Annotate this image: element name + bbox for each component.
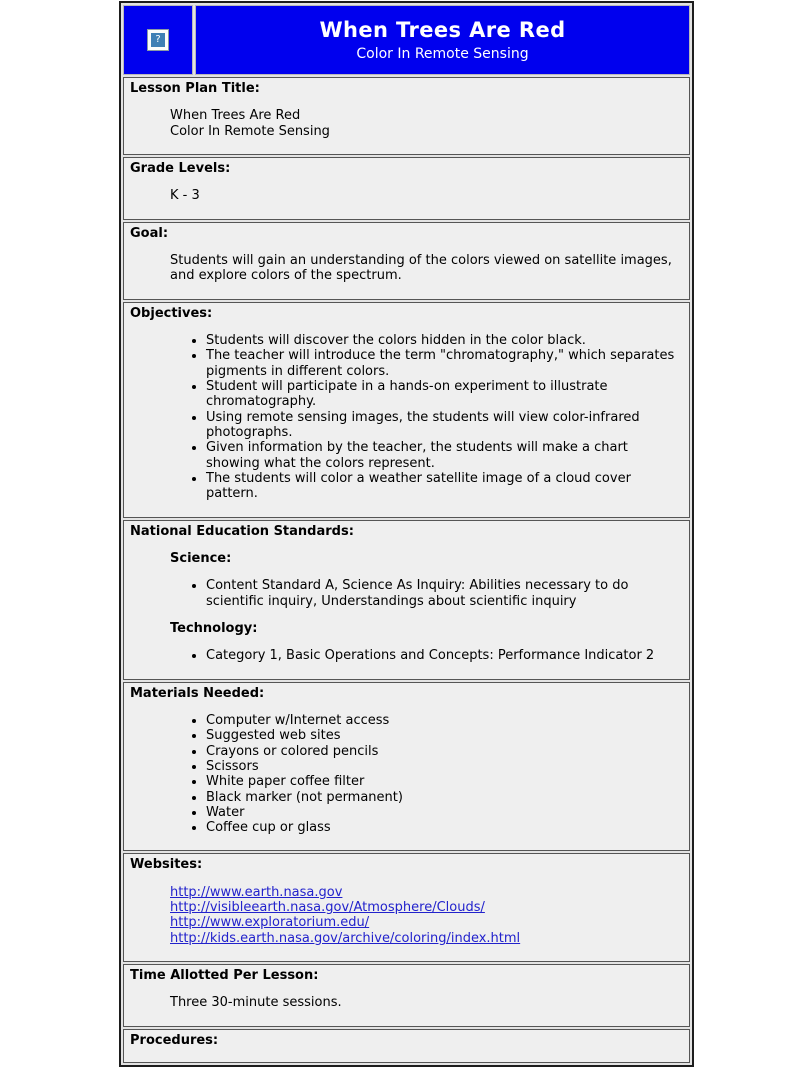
list-item: • Students will discover the colors hidden in the color black. [206,333,675,348]
list-item: • Using remote sensing images, the students will view color-infrared photographs. [206,410,675,441]
text-line: K - 3 [170,188,200,204]
section-body [170,995,675,1010]
subsection-heading: Science: [170,550,232,566]
list-item: • Suggested web sites [206,728,675,743]
list-item: • Computer w/Internet access [206,713,675,728]
bullet-list [170,648,675,663]
section-lesson-plan-title [123,77,690,155]
section-heading: Grade Levels: [130,160,231,176]
section-heading: Materials Needed: [130,685,265,701]
subsection-heading: Technology: [170,620,258,636]
section-grade-levels [123,157,690,220]
section-heading: Websites: [130,857,203,873]
list-item: • Water [206,805,675,820]
section-heading: Time Allotted Per Lesson: [130,968,319,984]
broken-image-icon [147,29,169,51]
section-heading: Objectives: [130,305,213,321]
section-body [170,713,675,836]
bullet-list [170,578,675,609]
section-heading: Lesson Plan Title: [130,81,260,96]
text-line: Students will gain an understanding of the colors viewed on satellite images, and explore colors of the spectrum. [170,252,672,284]
section-body [170,253,675,284]
text-line: Color In Remote Sensing [170,123,330,139]
list-item: • Scissors [206,759,675,774]
section-body [170,333,675,502]
page-title: When Trees Are Red [319,17,566,42]
section-body [170,108,675,139]
list-item: • The teacher will introduce the term "chromatography," which separates pigments in different colors. [206,348,675,379]
page-subtitle: Color In Remote Sensing [356,45,529,62]
list-item: • Given information by the teacher, the students will make a chart showing what the colors represent. [206,440,675,471]
website-link[interactable]: http://www.earth.nasa.gov [170,884,343,900]
website-link[interactable]: http://visibleearth.nasa.gov/Atmosphere/Clouds/ [170,900,485,916]
section-national-education-standards [123,520,690,680]
section-heading: Procedures: [130,1032,219,1048]
list-item: • Black marker (not permanent) [206,790,675,805]
text-line: Three 30-minute sessions. [170,995,342,1011]
section-body [170,551,675,664]
list-item: • Crayons or colored pencils [206,744,675,759]
section-objectives [123,302,690,518]
page-header [123,5,690,75]
header-title-cell [195,5,690,75]
broken-image-question-glyph: ? [151,33,165,47]
website-link[interactable]: http://www.exploratorium.edu/ [170,915,370,931]
website-link[interactable]: http://kids.earth.nasa.gov/archive/coloring/index.html [170,930,521,946]
list-item: • The students will color a weather satellite image of a cloud cover pattern. [206,471,675,502]
section-heading: National Education Standards: [130,523,354,539]
section-body [170,885,675,946]
header-image-cell [123,5,193,75]
section-materials-needed [123,682,690,852]
list-item: • White paper coffee filter [206,774,675,789]
section-body [170,188,675,203]
bullet-list [170,333,675,502]
section-goal [123,222,690,300]
section-procedures [123,1029,690,1063]
bullet-list [170,713,675,836]
lesson-plan-document [119,1,694,1067]
text-line: When Trees Are Red [170,108,301,124]
section-heading: Goal: [130,225,169,241]
list-item: • Category 1, Basic Operations and Concepts: Performance Indicator 2 [206,648,675,663]
section-time-allotted-per-lesson [123,964,690,1027]
list-item: • Student will participate in a hands-on experiment to illustrate chromatography. [206,379,675,410]
list-item: • Content Standard A, Science As Inquiry: Abilities necessary to do scientific inquiry, Understandings about scientific inquiry [206,578,675,609]
section-websites [123,853,690,962]
list-item: • Coffee cup or glass [206,820,675,835]
